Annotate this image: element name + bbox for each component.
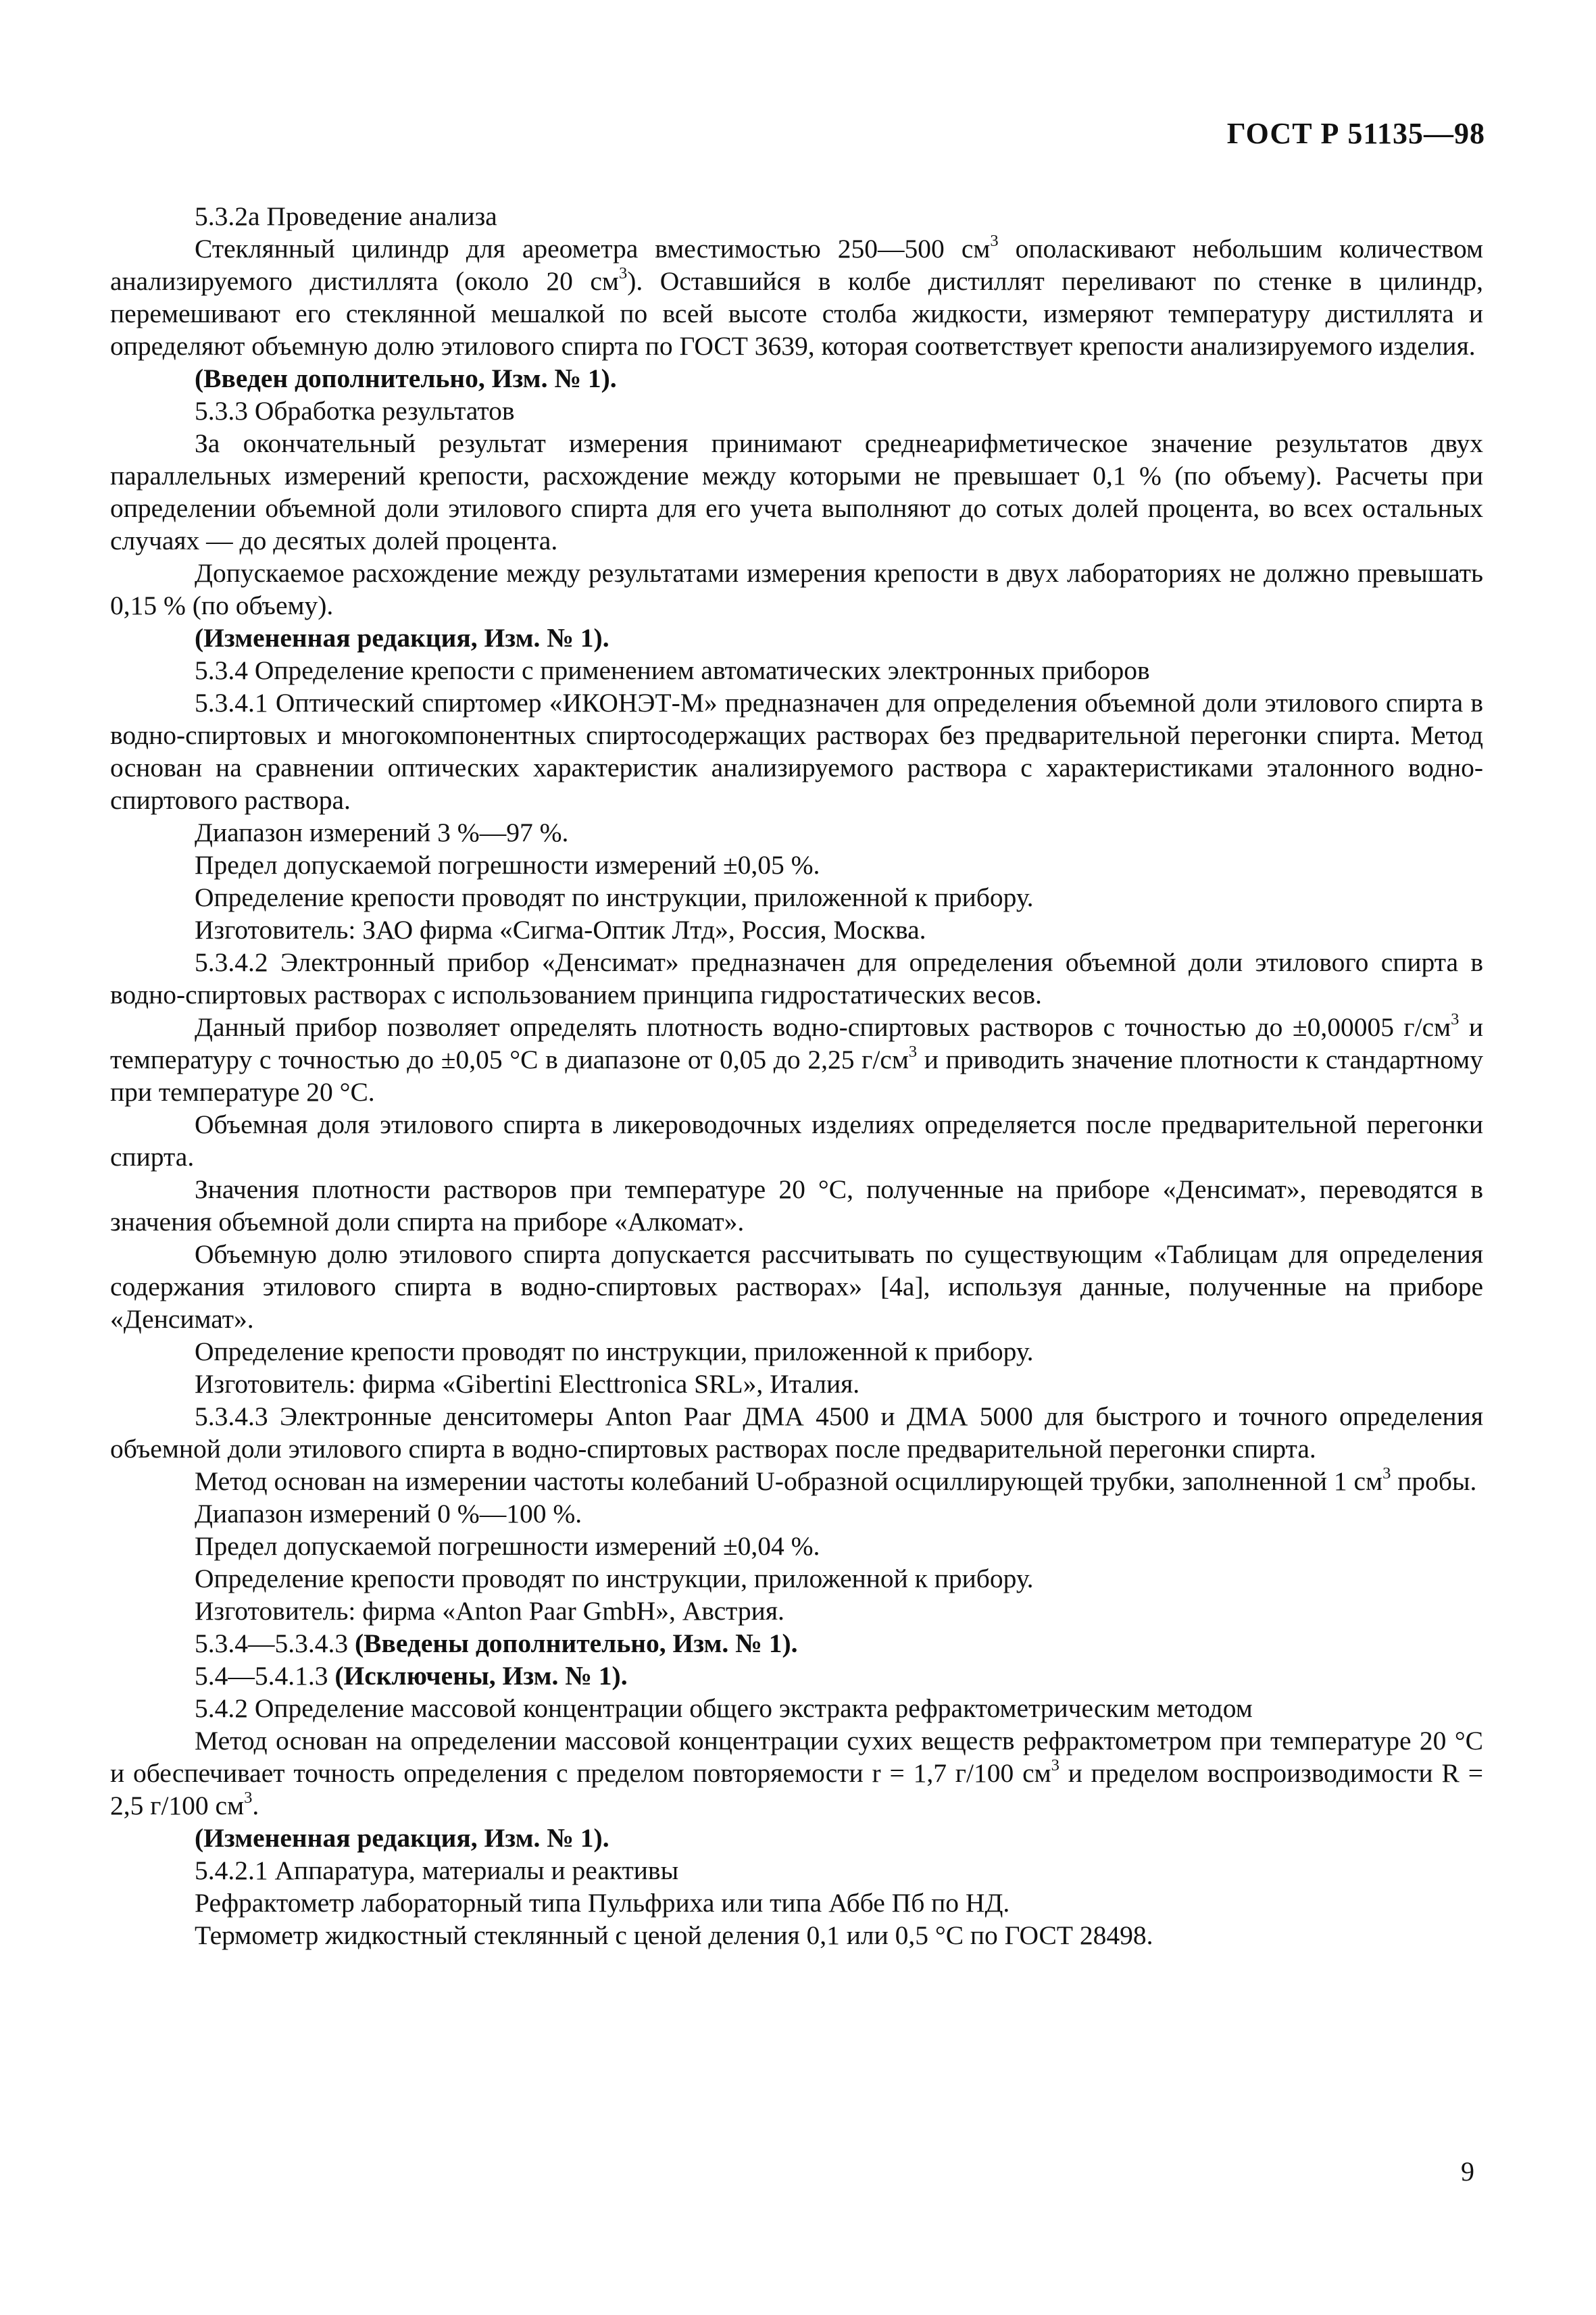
amendment-note: (Введены дополнительно, Изм. № 1). [355, 1628, 798, 1658]
paragraph: Изготовитель: ЗАО фирма «Сигма-Оптик Лтд», Россия, Москва. [195, 915, 926, 945]
paragraph: 5.3.4.2 Электронный прибор «Денсимат» предназначен для определения объемной доли этилового спирта в водно-спиртовых растворах с использованием принципа гидростатических весов. [110, 947, 1483, 1010]
paragraph: Диапазон измерений 3 %—97 %. [195, 818, 569, 847]
paragraph: Определение крепости проводят по инструкции, приложенной к прибору. [195, 882, 1034, 912]
paragraph: Рефрактометр лабораторный типа Пульфриха или типа Аббе Пб по НД. [195, 1888, 1010, 1918]
paragraph: 5.3.2а Проведение анализа [195, 201, 497, 231]
paragraph: (Измененная редакция, Изм. № 1). [195, 623, 609, 653]
paragraph: Термометр жидкостный стеклянный с ценой деления 0,1 или 0,5 °С по ГОСТ 28498. [195, 1920, 1153, 1950]
document-body [110, 200, 1483, 1951]
paragraph: За окончательный результат измерения принимают среднеарифметическое значение результатов двух параллельных измерений крепости, расхождение между которыми не превышает 0,1 % (по объему). Расчеты при определении объемной доли этилового спирта для его учета выполняют до сотых долей процента, во всех остальных случаях — до десятых долей процента. [110, 428, 1483, 555]
paragraph: (Введен дополнительно, Изм. № 1). [195, 364, 617, 393]
paragraph: Данный прибор позволяет определять плотность водно-спиртовых растворов с точностью до ±0,00005 $г/см^3$ и температуру с точностью до ±0,05 °С в диапазоне от 0,05 до 2,25 $г/см^3$ и приводить значение плотности к стандартному при температуре 20 °С. [110, 1010, 1483, 1107]
paragraph: 5.4.2 Определение массовой концентрации общего экстракта рефрактометрическим методом [195, 1693, 1253, 1723]
paragraph: 5.4.2.1 Аппаратура, материалы и реактивы [195, 1856, 679, 1885]
paragraph: Определение крепости проводят по инструкции, приложенной к прибору. [195, 1564, 1034, 1593]
paragraph: 5.3.4 Определение крепости с применением автоматических электронных приборов [195, 655, 1150, 685]
paragraph: Значения плотности растворов при температуре 20 °С, полученные на приборе «Денсимат», переводятся в значения объемной доли спирта на приборе «Алкомат». [110, 1174, 1483, 1237]
paragraph: 5.3.4.1 Оптический спиртомер «ИКОНЭТ-М» предназначен для определения объемной доли этилового спирта в водно-спиртовых и многокомпонентных спиртосодержащих растворах без предварительной перегонки спирта. Метод основан на сравнении оптических характеристик анализируемого раствора с характеристиками эталонного водно-спиртового раствора. [110, 688, 1483, 815]
paragraph: (Измененная редакция, Изм. № 1). [195, 1823, 609, 1853]
paragraph: Определение крепости проводят по инструкции, приложенной к прибору. [195, 1337, 1034, 1366]
paragraph: Допускаемое расхождение между результатами измерения крепости в двух лабораториях не должно превышать 0,15 % (по объему). [110, 558, 1483, 620]
paragraph: Метод основан на измерении частоты колебаний U-образной осциллирующей трубки, заполненной 1 $см^3$ пробы. [195, 1464, 1477, 1496]
paragraph: 5.3.4—5.3.4.3 (Введены дополнительно, Изм. № 1). [195, 1628, 798, 1658]
paragraph: 5.3.4.3 Электронные денситомеры Anton Paar ДМА 4500 и ДМА 5000 для быстрого и точного определения объемной доли этилового спирта в водно-спиртовых растворах после предварительной перегонки спирта. [110, 1401, 1483, 1464]
paragraph: Предел допускаемой погрешности измерений ±0,05 %. [195, 850, 820, 880]
paragraph: Предел допускаемой погрешности измерений ±0,04 %. [195, 1531, 820, 1561]
paragraph: Стеклянный цилиндр для ареометра вместимостью 250—500 $см^3$ ополаскивают небольшим количеством анализируемого дистиллята (около 20 $см^3$). Оставшийся в колбе дистиллят переливают по стенке в цилиндр, перемешивают его стеклянной мешалкой по всей высоте столба жидкости, измеряют температуру дистиллята и определяют объемную долю этилового спирта по ГОСТ 3639, которая соответствует крепости анализируемого изделия. [110, 231, 1483, 361]
paragraph: Диапазон измерений 0 %—100 %. [195, 1499, 582, 1528]
paragraph: Объемная доля этилового спирта в ликероводочных изделиях определяется после предварительной перегонки спирта. [110, 1110, 1483, 1172]
paragraph: Изготовитель: фирма «Anton Paar GmbH», Австрия. [195, 1596, 784, 1626]
document-code: ГОСТ Р 51135—98 [1226, 117, 1485, 150]
paragraph: Изготовитель: фирма «Gibertini Electtronica SRL», Италия. [195, 1369, 860, 1399]
paragraph: Метод основан на определении массовой концентрации сухих веществ рефрактометром при температуре 20 °С и обеспечивает точность определения с пределом повторяемости r = 1,7 г/100 $см^3$ и пределом воспроизводимости R = 2,5 г/100 $см^3$. [110, 1726, 1483, 1820]
amendment-note: (Исключены, Изм. № 1). [334, 1661, 628, 1691]
paragraph: 5.3.3 Обработка результатов [195, 396, 515, 426]
page-number: 9 [1461, 2156, 1474, 2187]
paragraph: Объемную долю этилового спирта допускается рассчитывать по существующим «Таблицам для определения содержания этилового спирта в водно-спиртовых растворах» [4а], используя данные, полученные на приборе «Денсимат». [110, 1239, 1483, 1334]
paragraph: 5.4—5.4.1.3 (Исключены, Изм. № 1). [195, 1661, 628, 1691]
